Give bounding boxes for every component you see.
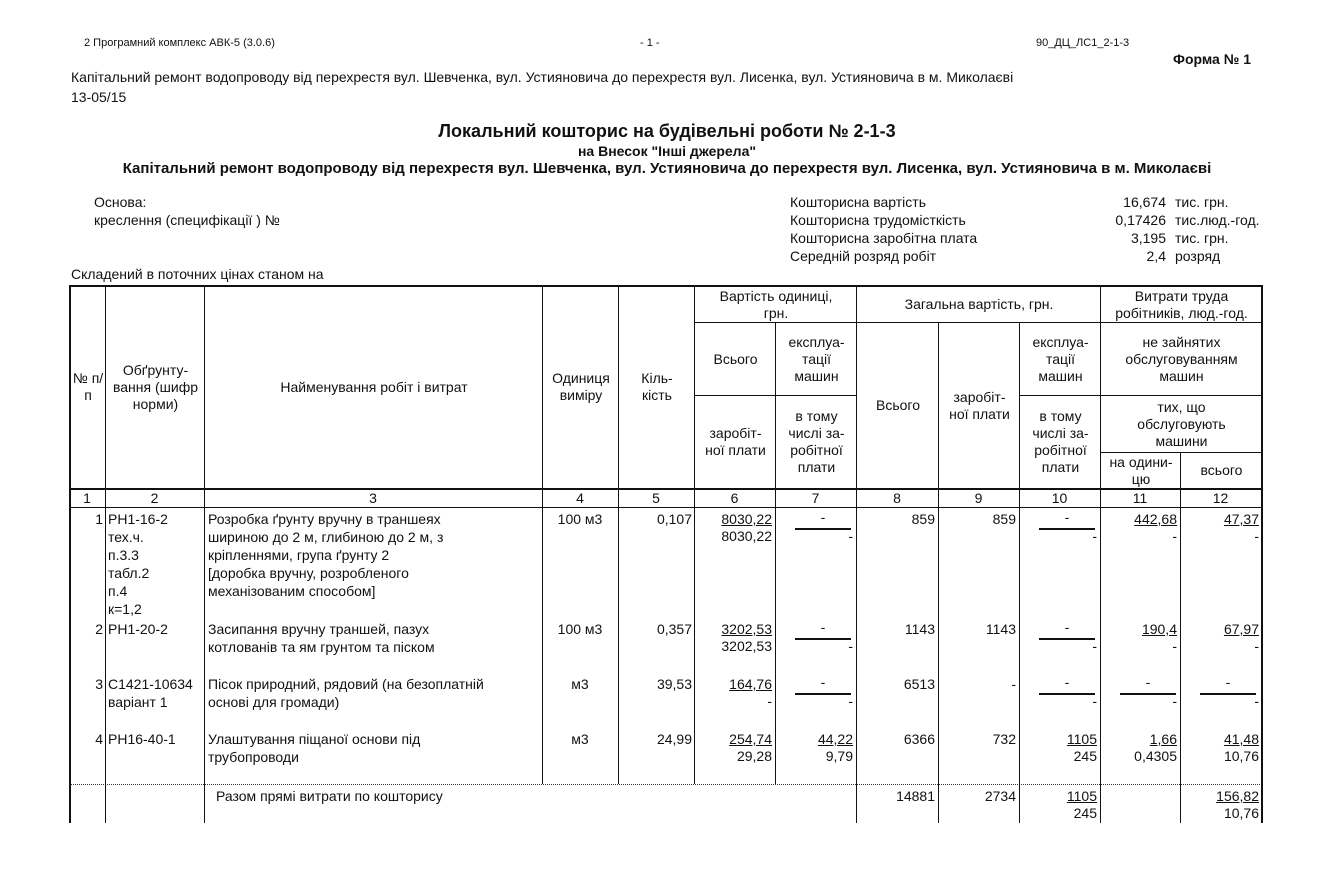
column-divider bbox=[204, 285, 205, 823]
row-c12-top: 67,97 bbox=[1223, 621, 1259, 637]
row-c9: - bbox=[1011, 676, 1016, 692]
object-name: Капітальний ремонт водопроводу від перехрестя вул. Шевченка, вул. Устияновича до перехрестя вул. Лисенка, вул. Устияновича в м. Миколаєві bbox=[122, 160, 1212, 177]
row-c11-bottom: 0,4305 bbox=[1134, 748, 1177, 764]
prices-note: Складений в поточних цінах станом на bbox=[71, 266, 324, 282]
row-c7-bottom: - bbox=[848, 528, 853, 544]
total-machines-wages: 245 bbox=[1073, 805, 1097, 821]
row-c10-top: - bbox=[1064, 674, 1070, 690]
row-c11-bottom: - bbox=[1172, 693, 1177, 709]
row-number: 1 bbox=[95, 511, 103, 527]
summary-grade bbox=[790, 248, 1280, 266]
row-c7-top: - bbox=[820, 674, 826, 690]
summary-label: Кошторисна заробітна плата bbox=[790, 230, 978, 246]
row-name: Розробка ґрунту вручну в траншеях bbox=[208, 511, 441, 527]
summary-label: Кошторисна вартість bbox=[790, 194, 927, 210]
column-number: 8 bbox=[893, 490, 901, 506]
row-c10-bottom: - bbox=[1092, 693, 1097, 709]
row-c10-top: - bbox=[1064, 509, 1070, 525]
header-qty: Кіль-кість bbox=[641, 370, 673, 403]
row-name: кріпленнями, група ґрунту 2 bbox=[208, 547, 390, 563]
row-c6-bottom: 8030,22 bbox=[721, 528, 772, 544]
row-c12-top: 47,37 bbox=[1223, 511, 1259, 527]
header-total-machines: експлуа-тації машин bbox=[1032, 333, 1089, 384]
row-c11-bottom: - bbox=[1172, 638, 1177, 654]
header-labor-per-unit: на одини-цю bbox=[1109, 453, 1173, 487]
header-unit-total: Всього bbox=[713, 350, 758, 367]
row-code: РН1-20-2 bbox=[108, 621, 168, 637]
total-label: Разом прямі витрати по кошторису bbox=[216, 788, 443, 804]
row-name: котлованів та ям грунтом та піском bbox=[208, 639, 435, 655]
row-c9: 1143 bbox=[985, 621, 1016, 637]
summary-value: 0,17426 bbox=[1115, 212, 1166, 228]
row-c11-top: 1,66 bbox=[1149, 731, 1177, 747]
row-unit: 100 м3 bbox=[557, 621, 603, 637]
summary-label: Середній розряд робіт bbox=[790, 248, 937, 264]
header-no: № п/п bbox=[72, 370, 104, 403]
header-unit-machines: експлуа-тації машин bbox=[788, 333, 845, 384]
row-name: шириною до 2 м, глибиною до 2 м, з bbox=[208, 529, 444, 545]
document-code: 90_ДЦ_ЛС1_2-1-3 bbox=[1036, 37, 1130, 49]
header-total-all: Всього bbox=[875, 397, 920, 413]
row-number: 4 bbox=[95, 731, 103, 747]
row-code: РН16-40-1 bbox=[108, 731, 176, 747]
summary-value: 2,4 bbox=[1146, 248, 1166, 264]
row-c6-top: 8030,22 bbox=[721, 511, 772, 527]
column-divider bbox=[105, 285, 106, 823]
total-wages: 2734 bbox=[984, 788, 1016, 804]
row-qty: 0,357 bbox=[656, 621, 692, 637]
summary-value: 16,674 bbox=[1123, 194, 1166, 210]
funding-source: на Внесок "Інші джерела" bbox=[577, 143, 757, 159]
row-name: [доробка вручну, розробленого bbox=[208, 565, 409, 581]
header-unit: Одиниця виміру bbox=[552, 370, 610, 403]
row-name: Улаштування піщаної основи під bbox=[208, 731, 421, 747]
summary-unit: розряд bbox=[1175, 248, 1221, 264]
row-c6-bottom: 29,28 bbox=[736, 748, 772, 764]
summary-label: Кошторисна трудомісткість bbox=[790, 212, 966, 228]
header-labor-not-machines: не зайнятих обслуговуванням машин bbox=[1125, 333, 1238, 384]
row-c7-top: - bbox=[820, 509, 826, 525]
row-c8: 859 bbox=[911, 511, 935, 527]
row-c12-top: 41,48 bbox=[1223, 731, 1259, 747]
row-c6-top: 3202,53 bbox=[721, 621, 772, 637]
row-qty: 24,99 bbox=[656, 731, 692, 747]
row-c8: 6513 bbox=[903, 676, 935, 692]
column-number: 9 bbox=[974, 490, 983, 506]
row-c11-top: - bbox=[1145, 674, 1151, 690]
summary-unit: тис. грн. bbox=[1175, 194, 1229, 210]
row-c11-top: 190,4 bbox=[1141, 621, 1177, 637]
project-name: Капітальний ремонт водопроводу від перехрестя вул. Шевченка, вул. Устияновича до перехрестя вул. Лисенка, вул. Устияновича в м. Миколаєві bbox=[71, 69, 1014, 85]
row-code: к=1,2 bbox=[108, 601, 142, 617]
drawings-label: креслення (специфікації ) № bbox=[94, 212, 280, 228]
summary-unit: тис. грн. bbox=[1175, 230, 1229, 246]
row-c8: 1143 bbox=[904, 621, 935, 637]
header-labor: Витрати труда робітників, люд.-год. bbox=[1115, 287, 1248, 321]
form-number: Форма № 1 bbox=[1173, 51, 1251, 67]
row-code: п.4 bbox=[108, 583, 128, 599]
column-number: 12 bbox=[1212, 490, 1229, 506]
row-code: С1421-10634 bbox=[108, 676, 193, 692]
row-c8: 6366 bbox=[903, 731, 935, 747]
row-code: п.3.3 bbox=[108, 547, 139, 563]
column-number: 10 bbox=[1051, 490, 1068, 506]
row-c7-top: 44,22 bbox=[817, 731, 853, 747]
summary-unit: тис.люд.-год. bbox=[1175, 212, 1260, 228]
column-divider bbox=[618, 285, 619, 784]
summary-value: 3,195 bbox=[1130, 230, 1166, 246]
row-c12-bottom: - bbox=[1254, 693, 1259, 709]
header-unit-wages: заробіт-ної плати bbox=[705, 425, 766, 458]
row-code: варіант 1 bbox=[108, 694, 168, 710]
row-qty: 39,53 bbox=[656, 676, 692, 692]
header-unit-cost: Вартість одиниці, грн. bbox=[719, 287, 833, 321]
column-number: 2 bbox=[150, 490, 159, 506]
row-name: механізованим способом] bbox=[208, 583, 376, 599]
row-number: 3 bbox=[95, 676, 103, 692]
column-number: 7 bbox=[811, 490, 820, 506]
column-divider bbox=[542, 285, 543, 784]
column-number: 6 bbox=[730, 490, 739, 506]
header-unit-machines-wages: в тому числі за-робітної плати bbox=[788, 408, 845, 475]
row-c6-bottom: - bbox=[767, 693, 772, 709]
row-qty: 0,107 bbox=[656, 511, 692, 527]
total-labor: 156,82 bbox=[1216, 788, 1259, 804]
row-number: 2 bbox=[95, 621, 103, 637]
row-code: табл.2 bbox=[108, 565, 150, 581]
estimate-title: Локальний кошторис на будівельні роботи № 2-1-3 bbox=[438, 121, 896, 141]
row-c10-top: - bbox=[1064, 619, 1070, 635]
header-total-cost: Загальна вартість, грн. bbox=[904, 296, 1054, 312]
row-name: Пісок природний, рядовий (на безоплатній bbox=[208, 676, 484, 692]
estimate-table bbox=[69, 285, 1262, 823]
page-number: - 1 - bbox=[640, 37, 660, 49]
row-c9: 859 bbox=[992, 511, 1016, 527]
row-name: трубопроводи bbox=[208, 749, 299, 765]
total-machines: 1105 bbox=[1066, 788, 1097, 804]
row-c12-top: - bbox=[1225, 674, 1231, 690]
header-labor-total: всього bbox=[1200, 462, 1243, 478]
row-c10-bottom: - bbox=[1092, 528, 1097, 544]
row-c12-bottom: 10,76 bbox=[1223, 748, 1259, 764]
total-labor-machines: 10,76 bbox=[1223, 805, 1259, 821]
column-divider bbox=[775, 322, 776, 784]
row-unit: м3 bbox=[571, 676, 589, 692]
row-c11-top: 442,68 bbox=[1134, 511, 1177, 527]
row-c6-top: 254,74 bbox=[729, 731, 772, 747]
total-cost: 14881 bbox=[896, 788, 935, 804]
row-name: Засипання вручну траншей, пазух bbox=[208, 621, 430, 637]
row-code: РН1-16-2 bbox=[108, 511, 168, 527]
header-basis: Обґрунту-вання (шифр норми) bbox=[112, 361, 199, 412]
summary-wages bbox=[790, 230, 1280, 248]
column-number: 4 bbox=[576, 490, 584, 506]
row-c7-bottom: 9,79 bbox=[825, 748, 853, 764]
row-c11-bottom: - bbox=[1172, 528, 1177, 544]
total-divider bbox=[69, 784, 1262, 785]
project-code: 13-05/15 bbox=[71, 89, 127, 105]
row-c12-bottom: - bbox=[1254, 638, 1259, 654]
row-c7-bottom: - bbox=[848, 693, 853, 709]
column-number: 11 bbox=[1132, 490, 1148, 506]
row-code: тех.ч. bbox=[108, 529, 144, 545]
row-c10-top: 1105 bbox=[1066, 731, 1097, 747]
row-c7-top: - bbox=[820, 619, 826, 635]
row-c10-bottom: - bbox=[1092, 638, 1097, 654]
row-c12-bottom: - bbox=[1254, 528, 1259, 544]
header-name: Найменування робіт і витрат bbox=[280, 378, 468, 395]
column-number: 1 bbox=[83, 490, 91, 506]
row-unit: 100 м3 bbox=[557, 511, 603, 527]
header-total-machines-wages: в тому числі за-робітної плати bbox=[1032, 408, 1089, 475]
software-label: 2 Програмний комплекс АВК-5 (3.0.6) bbox=[84, 37, 275, 49]
header-total-wages: заробіт-ної плати bbox=[949, 388, 1010, 422]
row-c10-bottom: 245 bbox=[1073, 748, 1097, 764]
row-c7-bottom: - bbox=[848, 638, 853, 654]
table-border-right bbox=[1261, 285, 1263, 823]
row-c6-bottom: 3202,53 bbox=[721, 638, 772, 654]
row-name: основі для громади) bbox=[208, 694, 340, 710]
summary-cost bbox=[790, 194, 1280, 212]
header-labor-machines: тих, що обслуговують машини bbox=[1137, 398, 1226, 449]
summary-labor bbox=[790, 212, 1280, 230]
row-unit: м3 bbox=[571, 731, 589, 747]
row-c9: 732 bbox=[992, 731, 1016, 747]
column-number: 3 bbox=[369, 490, 377, 506]
column-number: 5 bbox=[652, 490, 660, 506]
row-c6-top: 164,76 bbox=[729, 676, 772, 692]
basis-label: Основа: bbox=[94, 194, 147, 210]
